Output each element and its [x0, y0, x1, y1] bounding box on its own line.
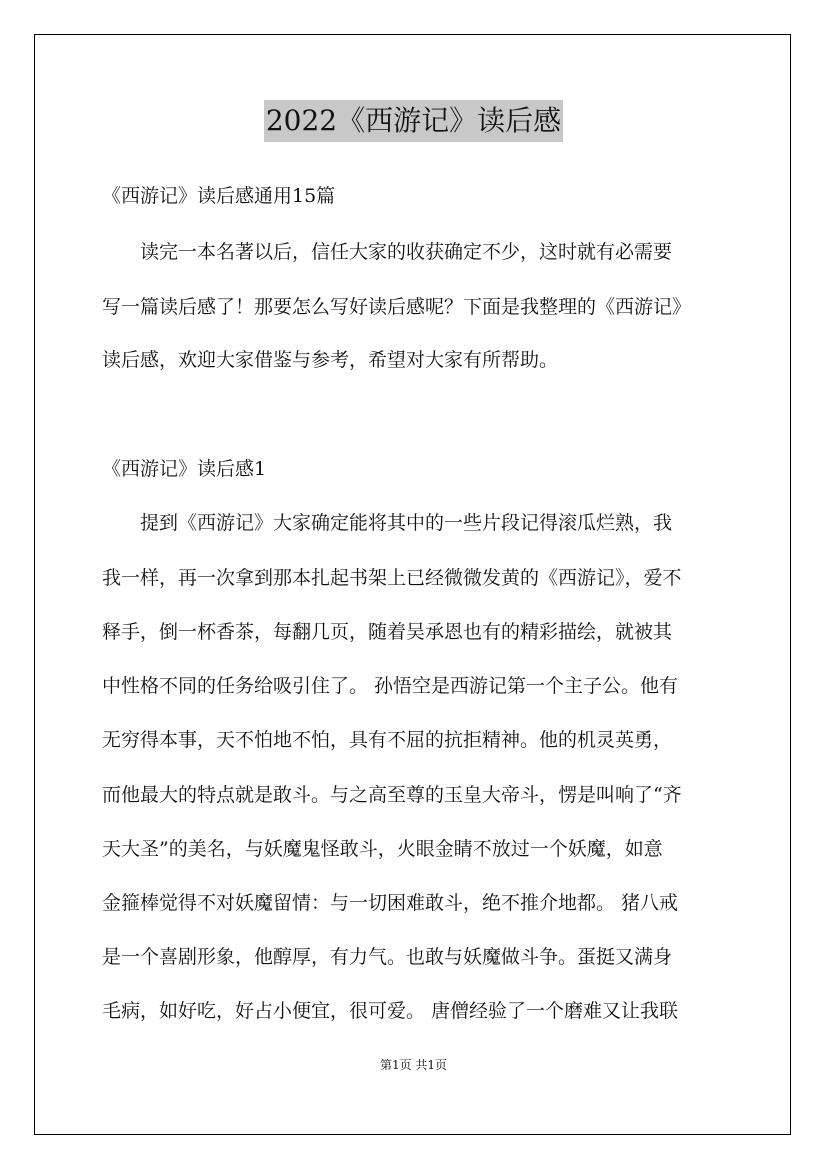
page-footer: 第1页 共1页 [379, 1058, 448, 1072]
intro-line: 读后感，欢迎大家借鉴与参考，希望对大家有所帮助。 [102, 349, 559, 371]
body-line: 释手，倒一杯香茶，每翻几页，随着吴承恩也有的精彩描绘，就被其 [102, 621, 673, 643]
body-line: 提到《西游记》大家确定能将其中的一些片段记得滚瓜烂熟，我 [140, 512, 673, 534]
body-line: 天大圣”的美名，与妖魔鬼怪敢斗，火眼金睛不放过一个妖魔，如意 [102, 838, 663, 860]
body-line: 金箍棒觉得不对妖魔留情：与一切困难敢斗，绝不推介地都。 猪八戒 [102, 892, 679, 914]
body-line: 我一样，再一次拿到那本扎起书架上已经微微发黄的《西游记》，爱不 [102, 567, 682, 589]
body-line: 是一个喜剧形象，他醇厚，有力气。也敢与妖魔做斗争。蛋挺又满身 [102, 946, 673, 968]
body-line: 毛病，如好吃，好占小便宜，很可爱。 唐僧经验了一个磨难又让我联 [102, 1000, 679, 1022]
body-line: 无穷得本事，天不怕地不怕，具有不屈的抗拒精神。他的机灵英勇， [102, 729, 673, 751]
intro-line: 写一篇读后感了！那要怎么写好读后感呢？下面是我整理的《西游记》 [102, 296, 692, 318]
document-subtitle: 《西游记》读后感通用15篇 [102, 185, 336, 207]
body-line: 而他最大的特点就是敢斗。与之高至尊的玉皇大帝斗，愣是叫响了“齐 [102, 784, 682, 806]
title-container [0, 100, 827, 142]
body-line: 中性格不同的任务给吸引住了。 孙悟空是西游记第一个主子公。他有 [102, 675, 679, 697]
intro-line: 读完一本名著以后，信任大家的收获确定不少，这时就有必需要 [140, 241, 673, 263]
document-title: 2022《西游记》读后感 [264, 100, 563, 142]
section-heading: 《西游记》读后感1 [102, 458, 267, 480]
